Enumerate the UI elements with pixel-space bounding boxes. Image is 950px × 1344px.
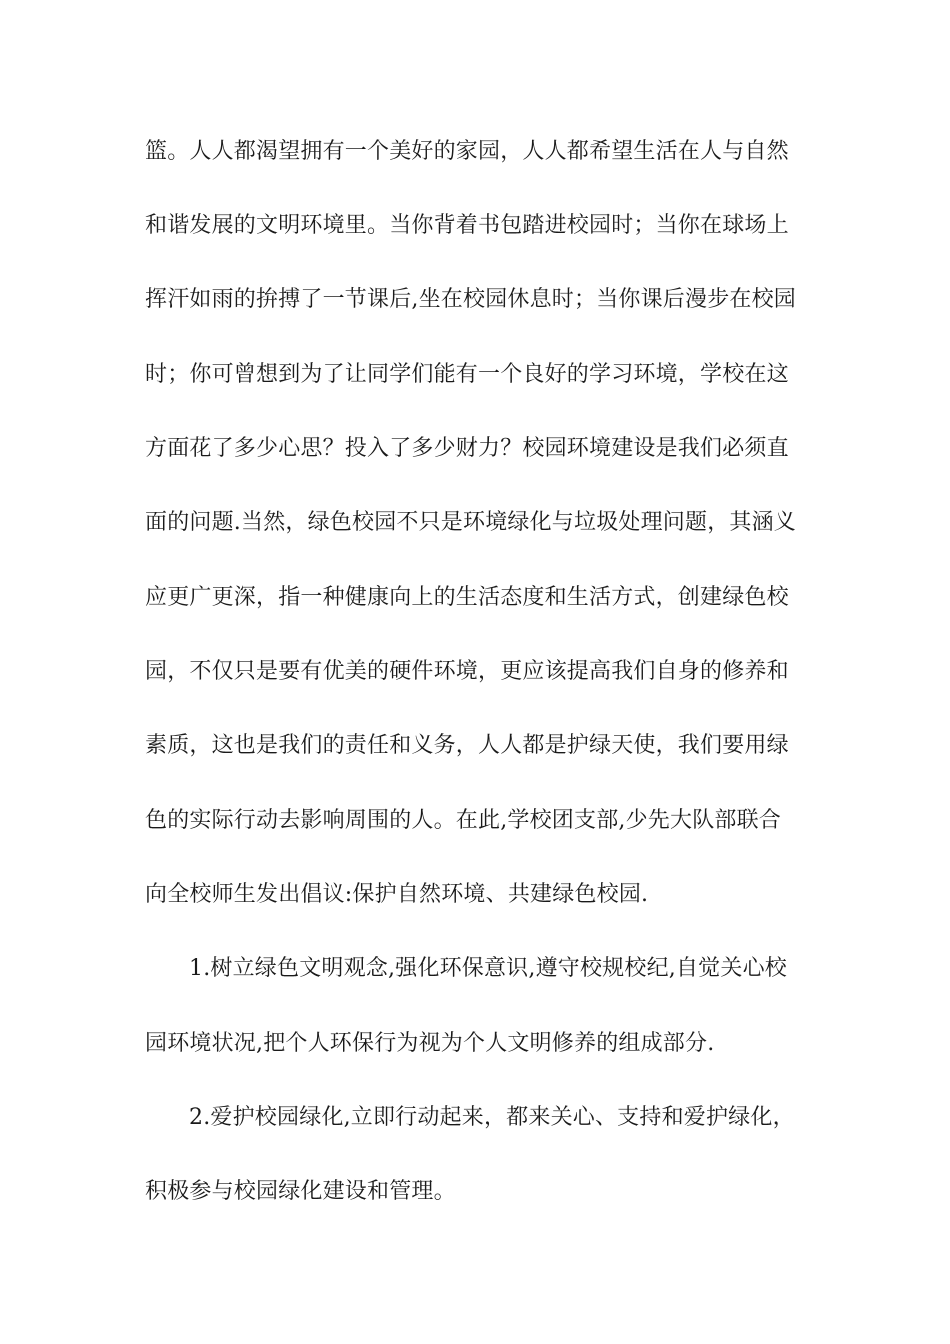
list-item-2-line: 2.爱护校园绿化,立即行动起来，都来关心、支持和爱护绿化，	[189, 1105, 795, 1130]
paragraph-line: 和谐发展的文明环境里。当你背着书包踏进校园时；当你在球场上	[145, 213, 789, 238]
paragraph-line: 素质，这也是我们的责任和义务，人人都是护绿天使，我们要用绿	[145, 733, 789, 758]
list-item-1-line: 1.树立绿色文明观念,强化环保意识,遵守校规校纪,自觉关心校	[189, 956, 787, 981]
paragraph-line: 篮。人人都渴望拥有一个美好的家园，人人都希望生活在人与自然	[145, 139, 789, 164]
paragraph-line: 色的实际行动去影响周围的人。在此,学校团支部,少先大队部联合	[145, 808, 781, 833]
paragraph-line: 应更广更深，指一种健康向上的生活态度和生活方式，创建绿色校	[145, 585, 789, 610]
paragraph-line: 方面花了多少心思？投入了多少财力？校园环境建设是我们必须直	[145, 436, 789, 461]
paragraph-line: 向全校师生发出倡议:保护自然环境、共建绿色校园.	[145, 882, 649, 907]
paragraph-line: 挥汗如雨的拚搏了一节课后,坐在校园休息时；当你课后漫步在校园	[145, 287, 796, 312]
list-item-2-line: 积极参与校园绿化建设和管理。	[145, 1179, 456, 1204]
paragraph-line: 时；你可曾想到为了让同学们能有一个良好的学习环境，学校在这	[145, 362, 789, 387]
paragraph-line: 园，不仅只是要有优美的硬件环境，更应该提高我们自身的修养和	[145, 659, 789, 684]
paragraph-line: 面的问题.当然，绿色校园不只是环境绿化与垃圾处理问题，其涵义	[145, 510, 796, 535]
list-item-1-line: 园环境状况,把个人环保行为视为个人文明修养的组成部分.	[145, 1031, 715, 1056]
